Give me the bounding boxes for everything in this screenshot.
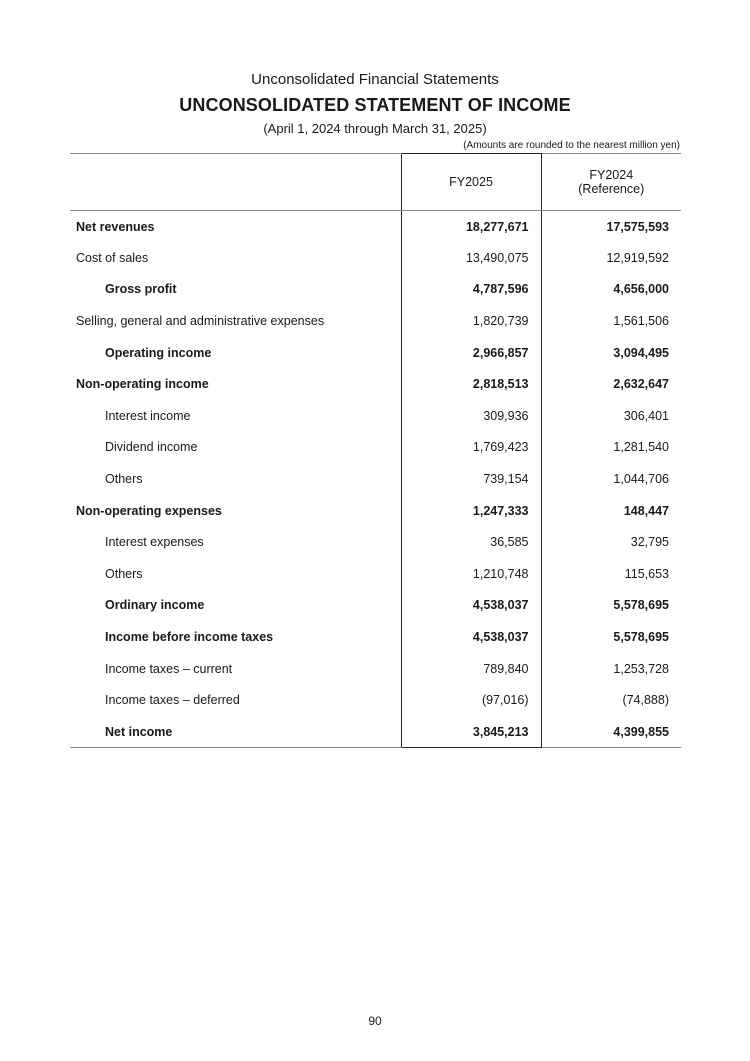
fy2024-value: 5,578,695 — [613, 598, 669, 613]
row-label: Dividend income — [105, 440, 198, 455]
fy2024-value: 1,561,506 — [613, 314, 669, 329]
fy2024-value: 148,447 — [623, 503, 669, 518]
row-label: Income taxes – current — [105, 661, 233, 676]
header-fy2024-reference: (Reference) — [578, 182, 645, 196]
fy2025-value: 309,936 — [401, 400, 541, 432]
fy2025-value: 1,820,739 — [401, 305, 541, 337]
fy2025-value: 1,247,333 — [401, 495, 541, 527]
table-row — [70, 621, 681, 653]
table-row — [70, 716, 681, 748]
row-label: Income taxes – deferred — [105, 693, 240, 708]
fy2025-value: 1,769,423 — [401, 432, 541, 464]
table-row — [70, 274, 681, 306]
fy2024-value: 17,575,593 — [606, 219, 669, 234]
fy2024-value: 32,795 — [630, 535, 669, 550]
table-row — [70, 368, 681, 400]
table-row — [70, 558, 681, 590]
fy2024-value: 12,919,592 — [606, 250, 669, 265]
table-row — [70, 590, 681, 622]
table-row — [70, 684, 681, 716]
row-label: Non-operating expenses — [76, 503, 222, 518]
row-label: Cost of sales — [76, 250, 149, 265]
table-row — [70, 526, 681, 558]
statement-period: (April 1, 2024 through March 31, 2025) — [263, 121, 487, 136]
fy2025-value: 789,840 — [401, 653, 541, 685]
row-label: Ordinary income — [105, 598, 205, 613]
row-label: Interest income — [105, 408, 191, 423]
fy2025-value: (97,016) — [401, 684, 541, 716]
table-row — [70, 495, 681, 527]
header-fy2025-label: FY2025 — [449, 175, 493, 189]
fy2025-value: 2,966,857 — [401, 337, 541, 369]
fy2024-value: 1,044,706 — [613, 472, 669, 487]
row-label: Others — [105, 472, 143, 487]
fy2025-value: 13,490,075 — [401, 242, 541, 274]
fy2025-value: 1,210,748 — [401, 558, 541, 590]
row-label: Gross profit — [105, 282, 177, 297]
fy2025-value: 4,787,596 — [401, 274, 541, 306]
fy2025-value: 739,154 — [401, 463, 541, 495]
table-row — [70, 653, 681, 685]
row-label: Net revenues — [76, 219, 155, 234]
fy2024-value: 3,094,495 — [613, 345, 669, 360]
table-row — [70, 305, 681, 337]
fy2024-value: 1,253,728 — [613, 661, 669, 676]
fy2024-value: 1,281,540 — [613, 440, 669, 455]
fy2024-value: (74,888) — [622, 693, 669, 708]
header-fy2024-label: FY2024 — [589, 168, 634, 182]
table-row — [70, 211, 681, 243]
fy2024-value: 4,399,855 — [541, 716, 681, 748]
table-row — [70, 337, 681, 369]
row-label: Net income — [70, 716, 401, 748]
fy2024-value: 5,578,695 — [613, 630, 669, 645]
fy2024-value: 306,401 — [623, 408, 669, 423]
header-fy2025 — [401, 154, 541, 211]
row-label: Income before income taxes — [105, 630, 274, 645]
table-header-row — [70, 154, 681, 211]
fy2024-value: 4,656,000 — [613, 282, 669, 297]
table-row — [70, 242, 681, 274]
row-label: Others — [105, 566, 143, 581]
income-statement-table — [70, 153, 681, 748]
fy2025-value: 2,818,513 — [401, 368, 541, 400]
header-label-cell — [70, 154, 401, 211]
fy2025-value: 18,277,671 — [401, 211, 541, 243]
fy2024-value: 115,653 — [624, 566, 669, 581]
rounding-note: (Amounts are rounded to the nearest million yen) — [463, 140, 680, 151]
table-row — [70, 432, 681, 464]
header-fy2024 — [541, 154, 681, 211]
fy2025-value: 4,538,037 — [401, 621, 541, 653]
document-supertitle: Unconsolidated Financial Statements — [251, 71, 499, 88]
table-row — [70, 463, 681, 495]
fy2024-value: 2,632,647 — [613, 377, 669, 392]
row-label: Interest expenses — [105, 535, 204, 550]
table-row — [70, 400, 681, 432]
row-label: Non-operating income — [76, 377, 209, 392]
page-number: 90 — [368, 1014, 382, 1028]
statement-title: UNCONSOLIDATED STATEMENT OF INCOME — [179, 95, 571, 115]
fy2025-value: 3,845,213 — [401, 716, 541, 748]
fy2025-value: 4,538,037 — [401, 590, 541, 622]
row-label: Operating income — [105, 345, 212, 360]
table-body — [70, 211, 681, 748]
income-statement-table-wrap — [70, 153, 681, 748]
row-label: Selling, general and administrative expenses — [76, 314, 325, 329]
fy2025-value: 36,585 — [401, 526, 541, 558]
